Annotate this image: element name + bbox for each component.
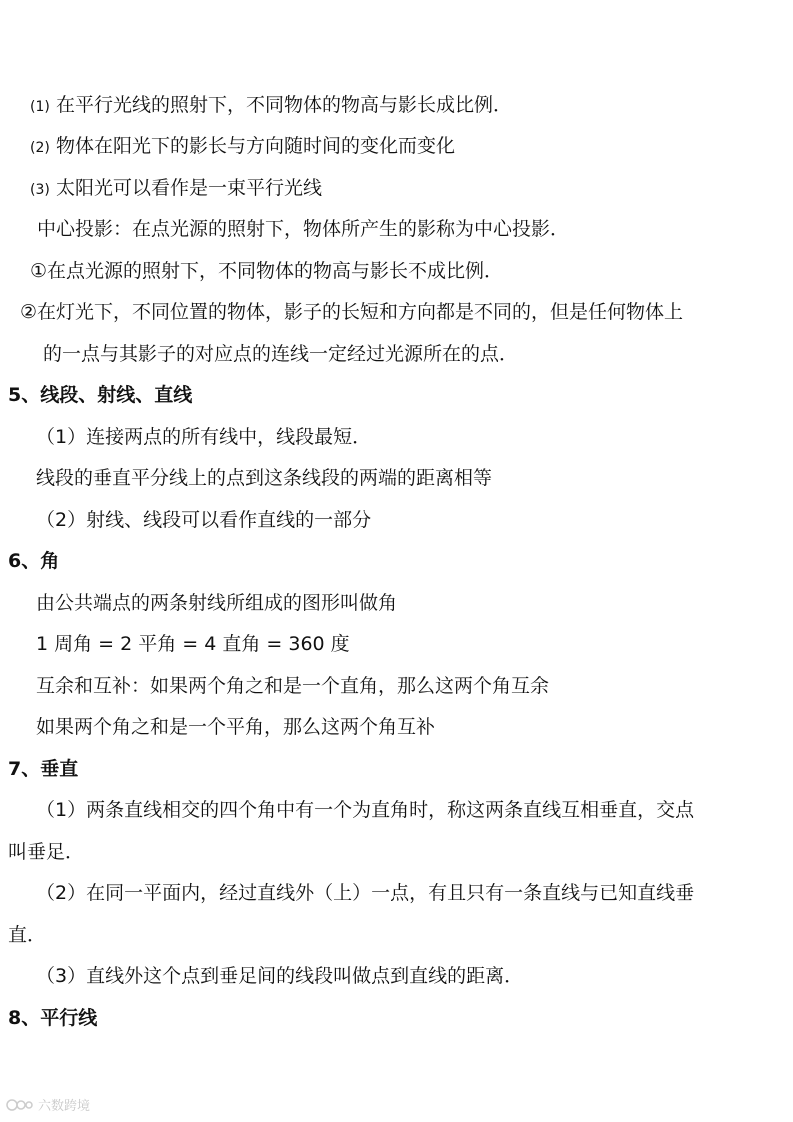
central-projection-definition: 中心投影：在点光源的照射下，物体所产生的影称为中心投影． [37,218,570,240]
item-1-number: (1) [30,99,50,115]
watermark-text: 六数跨境 [38,1099,91,1114]
item-2-number: (2) [30,140,50,156]
section-heading-6: 6、角 [8,550,60,572]
item-3-number: (3) [30,182,50,198]
item-1-text: 在平行光线的照射下，不同物体的物高与影长成比例． [56,94,513,116]
item-3 [30,176,322,202]
perpendicular-item-1-continued: 叫垂足． [8,841,85,863]
section-heading-8: 8、平行线 [8,1007,98,1029]
segment-bisector-note: 线段的垂直平分线上的点到这条线段的两端的距离相等 [36,467,493,489]
central-projection-point-1: ①在点光源的照射下，不同物体的物高与影长不成比例． [30,260,504,282]
central-projection-point-2: ②在灯光下，不同位置的物体，影子的长短和方向都是不同的，但是任何物体上 [20,301,684,323]
item-2 [30,134,455,160]
complementary-angles: 互余和互补：如果两个角之和是一个直角，那么这两个角互余 [36,675,550,697]
item-1 [30,93,512,119]
perpendicular-item-3: （3）直线外这个点到垂足间的线段叫做点到直线的距离． [36,965,524,987]
perpendicular-item-1: （1）两条直线相交的四个角中有一个为直角时，称这两条直线互相垂直，交点 [36,799,695,821]
item-2-text: 物体在阳光下的影长与方向随时间的变化而变化 [56,135,456,157]
segment-item-2: （2）射线、线段可以看作直线的一部分 [36,509,372,531]
perpendicular-item-2: （2）在同一平面内，经过直线外（上）一点，有且只有一条直线与已知直线垂 [36,882,695,904]
watermark [6,1095,90,1114]
item-3-text: 太阳光可以看作是一束平行光线 [56,177,323,199]
perpendicular-item-2-continued: 直． [8,924,47,946]
watermark-logo-icon [6,1097,34,1113]
section-heading-5: 5、线段、射线、直线 [8,384,193,406]
segment-item-1: （1）连接两点的所有线中，线段最短． [36,426,372,448]
angle-definition: 由公共端点的两条射线所组成的图形叫做角 [36,592,398,614]
supplementary-angles: 如果两个角之和是一个平角，那么这两个角互补 [36,716,436,738]
angle-units: 1 周角 = 2 平角 = 4 直角 = 360 度 [36,633,350,655]
section-heading-7: 7、垂直 [8,758,79,780]
central-projection-point-2-continued: 的一点与其影子的对应点的连线一定经过光源所在的点． [43,343,519,365]
